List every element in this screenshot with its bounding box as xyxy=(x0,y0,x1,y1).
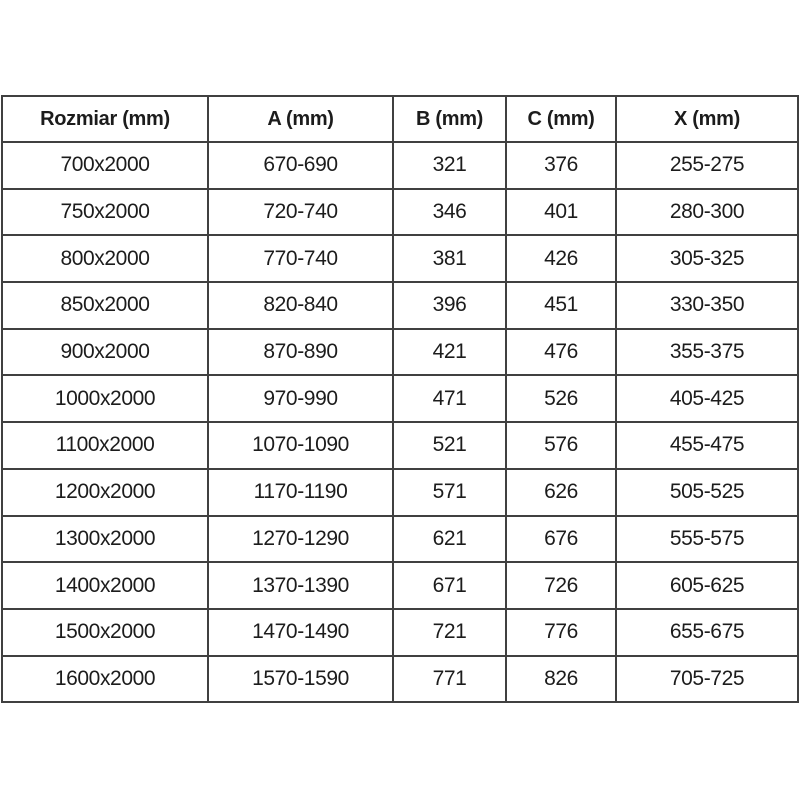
table-cell: 455-475 xyxy=(616,422,798,469)
size-table-body xyxy=(2,142,798,702)
table-row xyxy=(2,656,798,703)
table-row xyxy=(2,189,798,236)
table-row xyxy=(2,469,798,516)
table-cell: 376 xyxy=(506,142,616,189)
table-cell: 970-990 xyxy=(208,375,393,422)
table-cell: 776 xyxy=(506,609,616,656)
table-row xyxy=(2,375,798,422)
table-cell: 726 xyxy=(506,562,616,609)
table-cell: 676 xyxy=(506,516,616,563)
table-cell: 426 xyxy=(506,235,616,282)
table-cell: 471 xyxy=(393,375,506,422)
table-cell: 1470-1490 xyxy=(208,609,393,656)
table-cell: 750x2000 xyxy=(2,189,208,236)
header-row xyxy=(2,96,798,142)
table-row xyxy=(2,562,798,609)
size-table xyxy=(1,95,799,703)
table-cell: 355-375 xyxy=(616,329,798,376)
table-cell: 820-840 xyxy=(208,282,393,329)
table-cell: 826 xyxy=(506,656,616,703)
table-cell: 700x2000 xyxy=(2,142,208,189)
table-row xyxy=(2,142,798,189)
table-cell: 1100x2000 xyxy=(2,422,208,469)
table-cell: 1570-1590 xyxy=(208,656,393,703)
table-cell: 721 xyxy=(393,609,506,656)
table-cell: 421 xyxy=(393,329,506,376)
table-cell: 346 xyxy=(393,189,506,236)
table-row xyxy=(2,282,798,329)
table-cell: 505-525 xyxy=(616,469,798,516)
table-cell: 605-625 xyxy=(616,562,798,609)
table-cell: 1200x2000 xyxy=(2,469,208,516)
table-cell: 401 xyxy=(506,189,616,236)
table-cell: 451 xyxy=(506,282,616,329)
table-cell: 255-275 xyxy=(616,142,798,189)
column-header-x: X (mm) xyxy=(616,96,798,142)
column-header-rozmiar: Rozmiar (mm) xyxy=(2,96,208,142)
table-cell: 405-425 xyxy=(616,375,798,422)
table-cell: 1270-1290 xyxy=(208,516,393,563)
table-row xyxy=(2,516,798,563)
table-row xyxy=(2,422,798,469)
table-cell: 555-575 xyxy=(616,516,798,563)
column-header-c: C (mm) xyxy=(506,96,616,142)
table-cell: 1300x2000 xyxy=(2,516,208,563)
table-cell: 626 xyxy=(506,469,616,516)
table-row xyxy=(2,235,798,282)
table-cell: 705-725 xyxy=(616,656,798,703)
table-cell: 381 xyxy=(393,235,506,282)
table-cell: 720-740 xyxy=(208,189,393,236)
size-table-header xyxy=(2,96,798,142)
table-row xyxy=(2,329,798,376)
table-cell: 280-300 xyxy=(616,189,798,236)
table-cell: 321 xyxy=(393,142,506,189)
size-table-container xyxy=(1,95,797,703)
table-cell: 576 xyxy=(506,422,616,469)
table-cell: 850x2000 xyxy=(2,282,208,329)
table-cell: 571 xyxy=(393,469,506,516)
table-cell: 526 xyxy=(506,375,616,422)
table-cell: 1400x2000 xyxy=(2,562,208,609)
table-cell: 476 xyxy=(506,329,616,376)
table-cell: 1500x2000 xyxy=(2,609,208,656)
table-cell: 1000x2000 xyxy=(2,375,208,422)
table-cell: 771 xyxy=(393,656,506,703)
column-header-b: B (mm) xyxy=(393,96,506,142)
table-cell: 770-740 xyxy=(208,235,393,282)
column-header-a: A (mm) xyxy=(208,96,393,142)
table-cell: 900x2000 xyxy=(2,329,208,376)
table-cell: 621 xyxy=(393,516,506,563)
table-cell: 1370-1390 xyxy=(208,562,393,609)
table-cell: 670-690 xyxy=(208,142,393,189)
table-cell: 1070-1090 xyxy=(208,422,393,469)
table-cell: 330-350 xyxy=(616,282,798,329)
table-cell: 800x2000 xyxy=(2,235,208,282)
table-cell: 1170-1190 xyxy=(208,469,393,516)
table-cell: 1600x2000 xyxy=(2,656,208,703)
table-cell: 655-675 xyxy=(616,609,798,656)
table-cell: 305-325 xyxy=(616,235,798,282)
table-cell: 396 xyxy=(393,282,506,329)
table-cell: 671 xyxy=(393,562,506,609)
table-cell: 521 xyxy=(393,422,506,469)
table-cell: 870-890 xyxy=(208,329,393,376)
table-row xyxy=(2,609,798,656)
